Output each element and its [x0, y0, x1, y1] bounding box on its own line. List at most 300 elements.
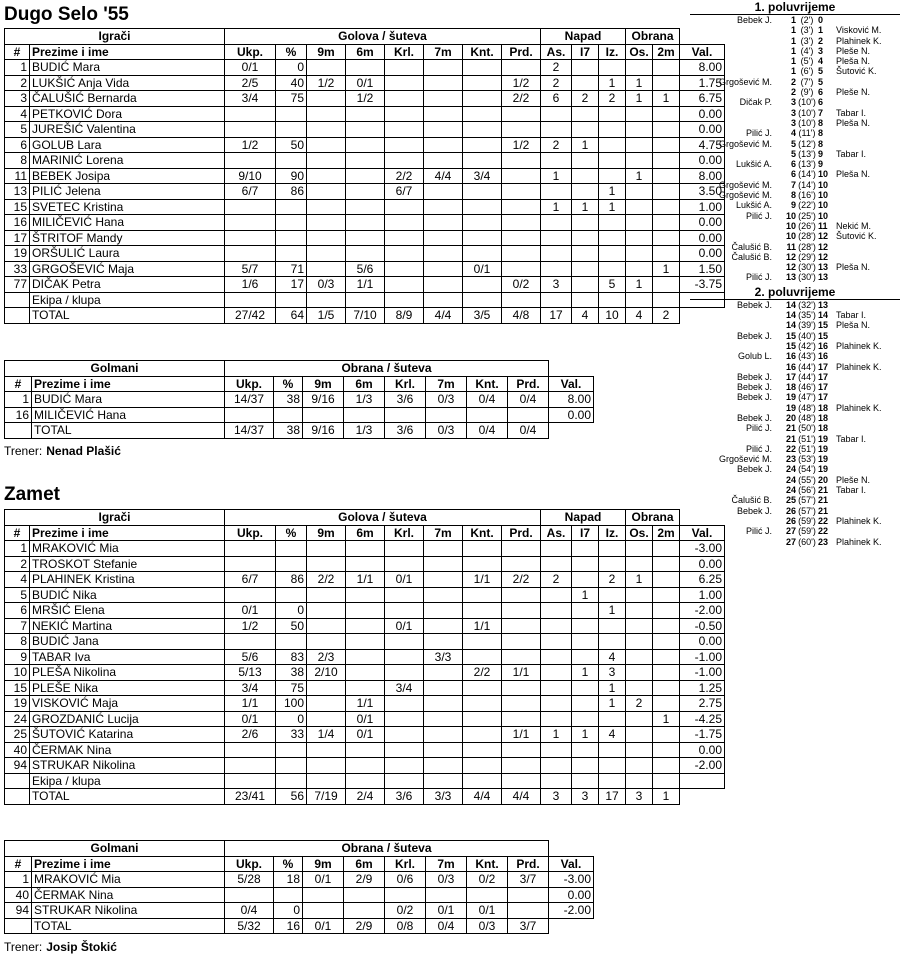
stat-cell: [502, 758, 541, 774]
col-header: Krl.: [385, 44, 424, 60]
stat-cell: 0/1: [467, 903, 508, 919]
home-scorer: Bebek J.: [736, 330, 772, 341]
away-score: 10: [818, 200, 829, 211]
player-name: MARINIĆ Lorena: [30, 153, 225, 169]
home-score: 15: [785, 330, 796, 341]
home-score: 17: [785, 371, 796, 382]
stat-cell: [502, 773, 541, 789]
stat-cell: 1: [626, 75, 653, 91]
player-name: TABAR Iva: [30, 649, 225, 665]
player-name: TOTAL: [30, 789, 225, 805]
minute: (2'): [800, 15, 814, 25]
stat-cell: 2/4: [346, 789, 385, 805]
home-scorer: Bebek J.: [736, 299, 772, 310]
napad-header: Napad: [541, 510, 626, 526]
first-half-events: [690, 15, 900, 283]
player-number: 10: [5, 665, 30, 681]
away-score: 19: [818, 433, 829, 444]
minute: (47'): [798, 392, 816, 403]
minute: (14'): [798, 169, 816, 180]
stat-cell: [549, 918, 594, 934]
minute: (10'): [798, 107, 816, 118]
stat-cell: 2: [541, 137, 572, 153]
minute: (28'): [798, 231, 816, 242]
timeline-event: [690, 180, 900, 190]
table-row: [5, 423, 594, 439]
timeline-event: [690, 108, 900, 118]
timeline-event: [690, 149, 900, 159]
player-name: Ekipa / klupa: [30, 292, 225, 308]
stat-cell: [541, 742, 572, 758]
stat-cell: 83: [276, 649, 307, 665]
stat-cell: [508, 903, 549, 919]
stat-cell: [502, 696, 541, 712]
stat-cell: 1/6: [225, 277, 276, 293]
stat-cell: [502, 603, 541, 619]
stat-cell: 1: [572, 727, 599, 743]
col-header: 7m: [424, 44, 463, 60]
away-score: 16: [818, 340, 829, 351]
gk-number: [5, 423, 32, 439]
timeline-event: [690, 77, 900, 87]
stat-cell: [626, 603, 653, 619]
stat-cell: [508, 887, 549, 903]
minute: (56'): [798, 485, 816, 496]
stat-cell: [626, 758, 653, 774]
stat-cell: [225, 122, 276, 138]
obrana-header: Obrana: [626, 510, 680, 526]
stat-cell: [541, 122, 572, 138]
stat-cell: 0/4: [508, 392, 549, 408]
stat-cell: [424, 758, 463, 774]
stat-cell: 3/6: [385, 789, 424, 805]
home-scorer: Golub L.: [737, 351, 772, 362]
stat-cell: 0/1: [346, 727, 385, 743]
stat-cell: 1: [626, 572, 653, 588]
stat-cell: [385, 261, 424, 277]
table-row: [5, 407, 594, 423]
player-number: 15: [5, 199, 30, 215]
col-header: 9m: [303, 376, 344, 392]
home-scorer: [690, 320, 778, 330]
stat-cell: [653, 603, 680, 619]
stat-cell: 38: [274, 392, 303, 408]
player-number: 15: [5, 680, 30, 696]
stat-cell: [225, 758, 276, 774]
stat-cell: [346, 137, 385, 153]
stat-cell: [307, 246, 346, 262]
stat-cell: 1: [541, 199, 572, 215]
stat-cell: [307, 587, 346, 603]
player-name: BUDIĆ Mara: [30, 60, 225, 76]
timeline-event: [690, 392, 900, 402]
stat-cell: [385, 696, 424, 712]
stat-cell: [463, 711, 502, 727]
stat-cell: -3.00: [680, 541, 725, 557]
home-score: 8: [790, 190, 796, 201]
away-score: 20: [818, 474, 829, 485]
stat-cell: [653, 618, 680, 634]
stat-cell: -1.00: [680, 649, 725, 665]
stat-cell: [346, 184, 385, 200]
table-row: [5, 634, 725, 650]
minute: (42'): [798, 340, 816, 351]
col-header: Prd.: [502, 44, 541, 60]
stat-cell: 2/9: [344, 918, 385, 934]
away-scorer: Tabar I.: [836, 148, 867, 159]
stat-cell: 0: [274, 903, 303, 919]
stat-cell: 1/1: [346, 277, 385, 293]
stat-cell: 5/6: [346, 261, 385, 277]
stat-cell: [572, 541, 599, 557]
table-row: [5, 618, 725, 634]
stat-cell: [572, 261, 599, 277]
stat-cell: [463, 184, 502, 200]
player-name: TOTAL: [30, 308, 225, 324]
gk-name: TOTAL: [32, 423, 225, 439]
table-row: [5, 541, 725, 557]
timeline-event: [690, 300, 900, 310]
stat-cell: [572, 168, 599, 184]
stat-cell: [572, 680, 599, 696]
home-scorer: Pilić J.: [745, 423, 772, 434]
stat-cell: 0.00: [680, 230, 725, 246]
timeline-event: [690, 56, 900, 66]
stat-cell: -3.75: [680, 277, 725, 293]
table-row: [5, 665, 725, 681]
minute: (4'): [800, 45, 814, 56]
table-row: [5, 215, 725, 231]
away-score: 18: [818, 402, 829, 413]
col-header: %: [274, 856, 303, 872]
minute: (59'): [798, 515, 816, 526]
player-number: 1: [5, 541, 30, 557]
stat-cell: 2: [572, 91, 599, 107]
stat-cell: [385, 887, 426, 903]
table-row: [5, 887, 594, 903]
col-header: Val.: [549, 376, 594, 392]
timeline-event: [690, 495, 900, 505]
stat-cell: 4: [599, 649, 626, 665]
minute: (43'): [798, 351, 816, 362]
player-name: BEBEK Josipa: [30, 168, 225, 184]
stat-cell: [346, 758, 385, 774]
player-name: JUREŠIĆ Valentina: [30, 122, 225, 138]
stat-cell: [424, 587, 463, 603]
stat-cell: 1/1: [463, 572, 502, 588]
stat-cell: [502, 215, 541, 231]
stat-cell: [276, 587, 307, 603]
stat-cell: [424, 60, 463, 76]
stat-cell: 0.00: [549, 887, 594, 903]
stat-cell: [346, 215, 385, 231]
player-name: GROZDANIĆ Lucija: [30, 711, 225, 727]
stat-cell: [303, 407, 344, 423]
stat-cell: [225, 773, 276, 789]
stat-cell: 1/3: [344, 392, 385, 408]
gk-number: 40: [5, 887, 32, 903]
timeline-event: [690, 331, 900, 341]
minute: (5'): [800, 56, 814, 67]
stat-cell: [307, 230, 346, 246]
stat-cell: [502, 199, 541, 215]
stat-cell: [541, 261, 572, 277]
stat-cell: 86: [276, 572, 307, 588]
minute: (13'): [798, 159, 816, 170]
player-name: LUKŠIĆ Anja Vida: [30, 75, 225, 91]
player-name: MILIČEVIĆ Hana: [30, 215, 225, 231]
away-scorer: Plahinek K.: [836, 35, 882, 46]
stat-cell: [225, 292, 276, 308]
stat-cell: [463, 556, 502, 572]
player-number: 2: [5, 556, 30, 572]
stat-cell: [502, 711, 541, 727]
stat-cell: 1: [599, 184, 626, 200]
obrana-header: Obrana / šuteva: [225, 841, 549, 857]
stat-cell: 3/3: [424, 789, 463, 805]
stat-cell: [307, 168, 346, 184]
stat-cell: 3/4: [225, 91, 276, 107]
home-scorer: Čalušić B.: [731, 251, 772, 262]
col-header: %: [276, 44, 307, 60]
stat-cell: 1: [572, 665, 599, 681]
stat-cell: [225, 887, 274, 903]
away-score: 17: [818, 371, 829, 382]
minute: (11'): [798, 128, 816, 139]
away-score: 12: [818, 241, 829, 252]
stat-cell: 1/2: [502, 75, 541, 91]
stat-cell: 3.50: [680, 184, 725, 200]
stat-cell: [385, 727, 424, 743]
stat-cell: 38: [274, 423, 303, 439]
away-score: 6: [818, 97, 824, 108]
stat-cell: 75: [276, 91, 307, 107]
stat-cell: [626, 215, 653, 231]
stat-cell: [463, 541, 502, 557]
stat-cell: 0/2: [385, 903, 426, 919]
stat-cell: [626, 727, 653, 743]
home-score: 6: [790, 159, 796, 170]
stat-cell: 1/3: [344, 423, 385, 439]
gk-name: MRAKOVIĆ Mia: [32, 872, 225, 888]
timeline-event: [690, 139, 900, 149]
stat-cell: [549, 423, 594, 439]
stat-cell: [424, 541, 463, 557]
col-header: Krl.: [385, 525, 424, 541]
home-score: 27: [785, 536, 796, 547]
minute: (51'): [798, 443, 816, 454]
away-score: 10: [818, 210, 829, 221]
minute: (53'): [798, 454, 816, 465]
stat-cell: [541, 603, 572, 619]
stat-cell: [541, 556, 572, 572]
home-score: 15: [785, 340, 796, 351]
stat-cell: 0/1: [346, 75, 385, 91]
minute: (54'): [798, 464, 816, 475]
igraci-header: Igrači: [5, 510, 225, 526]
home-score: 7: [790, 179, 796, 190]
name-header: Prezime i ime: [30, 44, 225, 60]
stat-cell: 1: [653, 789, 680, 805]
stat-cell: 1/2: [346, 91, 385, 107]
player-number: 25: [5, 727, 30, 743]
away-score: 12: [818, 231, 829, 242]
stat-cell: 2/2: [307, 572, 346, 588]
scoring-timeline: [690, 0, 900, 547]
stat-cell: [385, 230, 424, 246]
stat-cell: [307, 603, 346, 619]
home-goalkeepers-table: [4, 360, 594, 439]
stat-cell: 5/13: [225, 665, 276, 681]
home-scorer: Lukšić A.: [735, 159, 772, 170]
stat-cell: [626, 556, 653, 572]
away-scorer: [836, 200, 900, 210]
away-score: 4: [818, 56, 824, 67]
stat-cell: [541, 541, 572, 557]
minute: (48'): [798, 412, 816, 423]
home-score: 21: [785, 423, 796, 434]
stat-cell: 9/16: [303, 423, 344, 439]
home-scorer: Čalušić B.: [731, 241, 772, 252]
stat-cell: [276, 634, 307, 650]
stat-cell: 2/10: [307, 665, 346, 681]
stat-cell: [572, 603, 599, 619]
player-name: SVETEC Kristina: [30, 199, 225, 215]
minute: (55'): [798, 474, 816, 485]
stat-cell: [541, 215, 572, 231]
col-header: Knt.: [467, 376, 508, 392]
away-scorer: [836, 180, 900, 190]
stat-cell: [307, 556, 346, 572]
stat-cell: 0/1: [225, 603, 276, 619]
stat-cell: [307, 742, 346, 758]
player-name: ČERMAK Nina: [30, 742, 225, 758]
stat-cell: [424, 603, 463, 619]
stat-cell: 0/1: [303, 872, 344, 888]
col-header: 2m: [653, 525, 680, 541]
home-score: 16: [785, 351, 796, 362]
stat-cell: 6.75: [680, 91, 725, 107]
stat-cell: 71: [276, 261, 307, 277]
stat-cell: 2: [541, 60, 572, 76]
stat-cell: [599, 556, 626, 572]
player-number: 16: [5, 215, 30, 231]
col-header: Knt.: [467, 856, 508, 872]
player-number: 33: [5, 261, 30, 277]
name-header: Prezime i ime: [32, 376, 225, 392]
table-row: [5, 199, 725, 215]
timeline-event: [690, 464, 900, 474]
stat-cell: [346, 665, 385, 681]
minute: (44'): [798, 371, 816, 382]
stat-cell: [385, 665, 424, 681]
away-score: 19: [818, 443, 829, 454]
stat-cell: [307, 199, 346, 215]
stat-cell: 27/42: [225, 308, 276, 324]
stat-cell: 1: [626, 91, 653, 107]
stat-cell: [385, 742, 424, 758]
stat-cell: 90: [276, 168, 307, 184]
home-scorer: [690, 66, 778, 76]
stat-cell: [502, 649, 541, 665]
stat-cell: [599, 153, 626, 169]
home-scorer: [690, 149, 778, 159]
stat-cell: [307, 680, 346, 696]
player-name: MRAKOVIĆ Mia: [30, 541, 225, 557]
stat-cell: [276, 122, 307, 138]
stat-cell: [385, 773, 424, 789]
stat-cell: [307, 137, 346, 153]
stat-cell: [424, 618, 463, 634]
stat-cell: 0/6: [385, 872, 426, 888]
stat-cell: 17: [541, 308, 572, 324]
away-scorer: Plahinek K.: [836, 536, 882, 547]
stat-cell: 3/4: [463, 168, 502, 184]
home-score: 19: [785, 402, 796, 413]
stat-cell: 0/4: [426, 918, 467, 934]
home-score: 14: [785, 310, 796, 321]
stat-cell: 2.75: [680, 696, 725, 712]
stat-cell: [307, 541, 346, 557]
num-header: #: [5, 44, 30, 60]
stat-cell: 14/37: [225, 423, 274, 439]
minute: (48'): [798, 402, 816, 413]
stat-cell: 0.00: [680, 106, 725, 122]
home-players-table: [4, 28, 725, 324]
stat-cell: [502, 634, 541, 650]
player-name: TROSKOT Stefanie: [30, 556, 225, 572]
home-scorer: [690, 36, 778, 46]
stat-cell: [541, 696, 572, 712]
away-score: 16: [818, 351, 829, 362]
stat-cell: [463, 758, 502, 774]
timeline-event: [690, 252, 900, 262]
col-header: 6m: [344, 856, 385, 872]
stat-cell: 1/1: [346, 696, 385, 712]
stat-cell: [463, 277, 502, 293]
away-score: 0: [818, 15, 824, 25]
stat-cell: 1/1: [502, 727, 541, 743]
stat-cell: [502, 618, 541, 634]
timeline-event: [690, 262, 900, 272]
table-row: [5, 872, 594, 888]
player-number: 94: [5, 758, 30, 774]
stat-cell: [572, 230, 599, 246]
col-header: Os.: [626, 525, 653, 541]
stat-cell: -0.50: [680, 618, 725, 634]
player-number: 6: [5, 603, 30, 619]
home-score: 1: [790, 35, 796, 46]
stat-cell: [599, 292, 626, 308]
player-name: PLEŠE Nika: [30, 680, 225, 696]
away-score: 8: [818, 117, 824, 128]
stat-cell: [225, 153, 276, 169]
away-scorer: Plahinek K.: [836, 402, 882, 413]
minute: (29'): [798, 251, 816, 262]
table-row: [5, 727, 725, 743]
minute: (32'): [798, 299, 816, 310]
home-scorer: [690, 485, 778, 495]
stat-cell: [572, 122, 599, 138]
stat-cell: 4/4: [463, 789, 502, 805]
player-name: ORŠULIĆ Laura: [30, 246, 225, 262]
stat-cell: [541, 106, 572, 122]
golmani-header: Golmani: [5, 361, 225, 377]
timeline-event: [690, 190, 900, 200]
stat-cell: [572, 106, 599, 122]
player-name: ŠUTOVIĆ Katarina: [30, 727, 225, 743]
stat-cell: [572, 277, 599, 293]
